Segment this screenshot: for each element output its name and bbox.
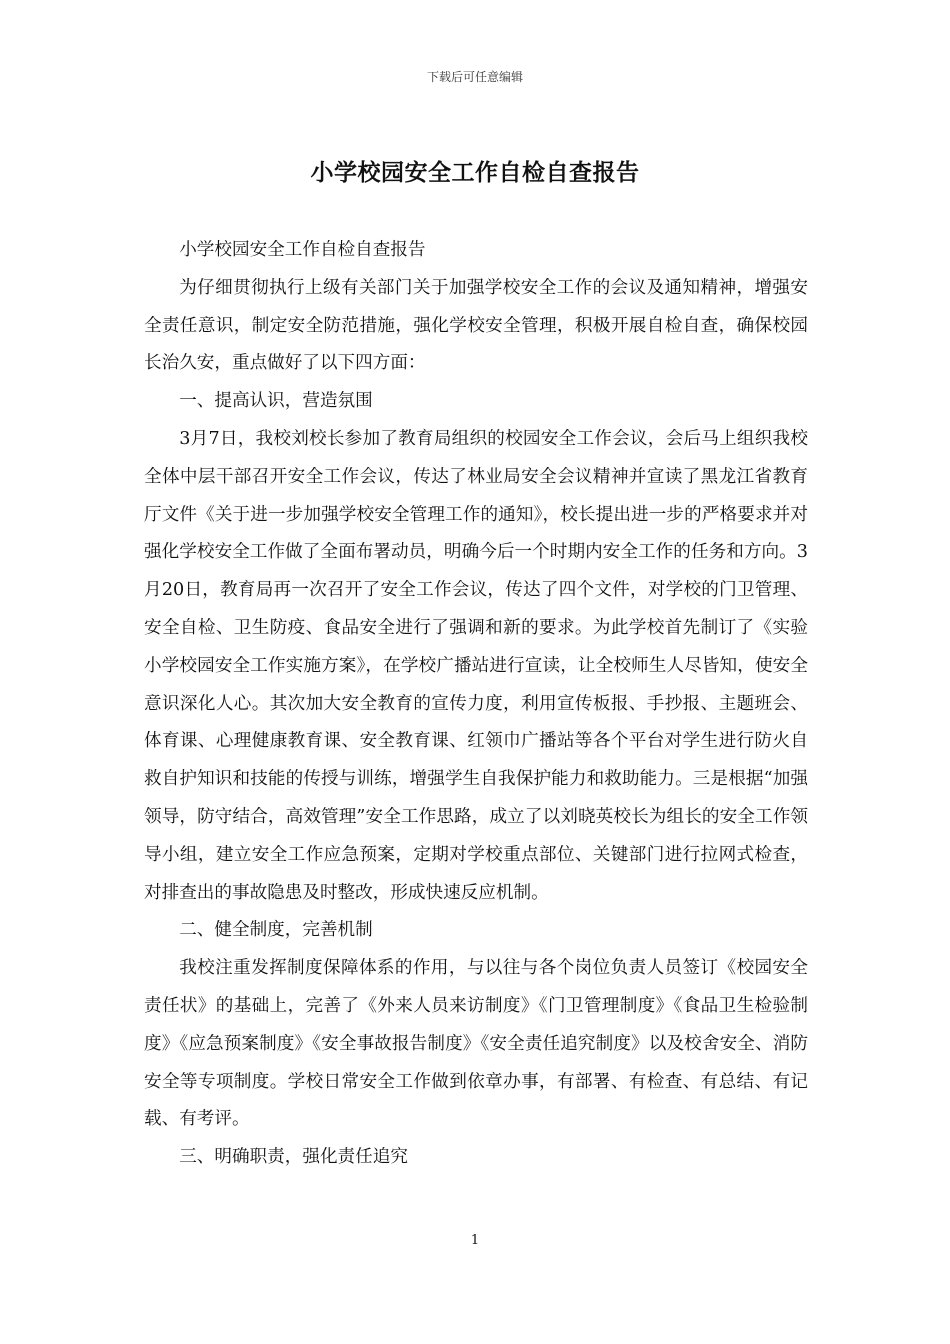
subtitle-paragraph: 小学校园安全工作自检自查报告 [179,240,426,260]
document-body [144,232,808,1177]
section-paragraph-2: 我校注重发挥制度保障体系的作用，与以往与各个岗位负责人员签订《校园安全责任状》的基础上，完善了《外来人员来访制度》《门卫管理制度》《食品卫生检验制度》《应急预案制度》《安全事故报告制度》《安全责任追究制度》以及校舍安全、消防安全等专项制度。学校日常安全工作做到依章办事，有部署、有检查、有总结、有记载、有考评。 [144,958,808,1130]
section-heading-2: 二、健全制度，完善机制 [179,920,373,941]
page-number: 1 [470,1233,480,1248]
document-title: 小学校园安全工作自检自查报告 [310,159,640,186]
section-heading-1: 一、提高认识，营造氛围 [179,391,373,412]
header-note: 下载后可任意编辑 [426,70,523,84]
intro-paragraph: 为仔细贯彻执行上级有关部门关于加强学校安全工作的会议及通知精神，增强安全责任意识，制定安全防范措施，强化学校安全管理，积极开展自检自查，确保校园长治久安，重点做好了以下四方面： [144,277,808,374]
section-heading-3: 三、明确职责，强化责任追究 [179,1147,408,1168]
section-paragraph-1: 3月7日，我校刘校长参加了教育局组织的校园安全工作会议，会后马上组织我校全体中层干部召开安全工作会议，传达了林业局安全会议精神并宣读了黑龙江省教育厅文件《关于进一步加强学校安全管理工作的通知》，校长提出进一步的严格要求并对强化学校安全工作做了全面布署动员，明确今后一个时期内安全工作的任务和方向。3月20日，教育局再一次召开了安全工作会议，传达了四个文件，对学校的门卫管理、安全自检、卫生防疫、食品安全进行了强调和新的要求。为此学校首先制订了《实验小学校园安全工作实施方案》，在学校广播站进行宣读，让全校师生人尽皆知，使安全意识深化人心。其次加大安全教育的宣传力度，利用宣传板报、手抄报、主题班会、体育课、心理健康教育课、安全教育课、红领巾广播站等各个平台对学生进行防火自救自护知识和技能的传授与训练，增强学生自我保护能力和救助能力。三是根据“加强领导，防守结合，高效管理”安全工作思路，成立了以刘晓英校长为组长的安全工作领导小组，建立安全工作应急预案，定期对学校重点部位、关键部门进行拉网式检查，对排查出的事故隐患及时整改，形成快速反应机制。 [144,428,808,903]
